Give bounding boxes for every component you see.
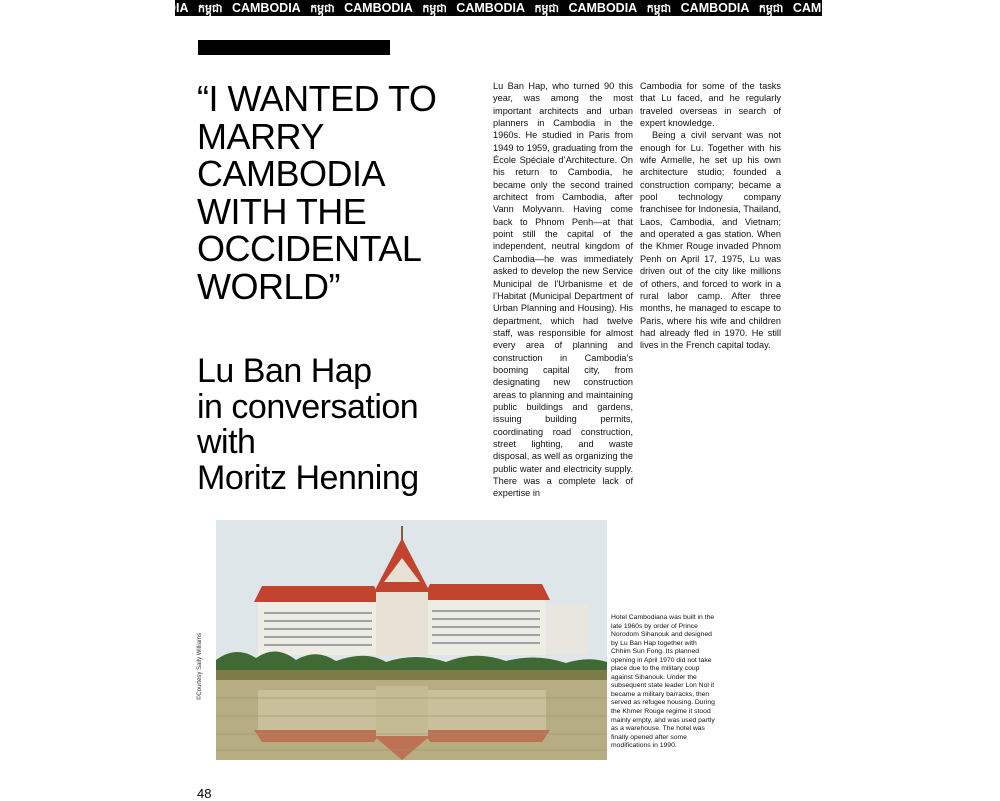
ticker-segment-khmer: កម្ពុជា: [534, 2, 559, 15]
ticker-segment-khmer: កម្ពុជា: [646, 2, 672, 15]
hotel-illustration: [216, 520, 607, 760]
photo-caption: Hotel Cambodiana was built in the late 1960s by order of Prince Norodom Sihanouk and designed by Lu Ban Hap together with Chhim Sun Fong. Its planned opening in April 1970 did not take place due to the military coup against Sihanouk. Under the subsequent state leader Lon Nol it became a military barracks, then served as refugee housing. During the Khmer Rouge regime it stood mainly empty, and was used partly as a warehouse. The hotel was finally opened after some modifications in 1990.: [611, 614, 715, 750]
ticker-segment: CAMBODIA: [456, 1, 526, 15]
ticker-segment-khmer: កម្ពុជា: [198, 2, 223, 15]
body-paragraph: Being a civil servant was not enough for Lu. Together with his wife Armelle, he set up his own architecture studio; founded a construction company; became a pool technology company franchisee for Indonesia, Thailand, Laos, Cambodia, and Vietnam; and operated a gas station. When the Khmer Rouge invaded Phnom Penh on April 17, 1975, Lu was driven out of the city like millions of others, and forced to work in a rural labor camp. After three months, he managed to escape to Paris, where his wife and children had already fled in 1970. He still lives in the French capital today.: [640, 130, 781, 351]
ticker-segment-khmer: កម្ពុជា: [422, 2, 447, 15]
hotel-cambodiana-photo: [216, 520, 607, 760]
byline-line: with: [197, 423, 256, 461]
byline-line: Lu Ban Hap: [197, 352, 372, 390]
ticker-segment: CAMBODIA: [231, 1, 301, 15]
ticker-segment: CAMBODIA: [568, 1, 638, 15]
byline: [197, 354, 467, 496]
body-column-1: [493, 80, 633, 500]
section-ticker: [167, 0, 822, 16]
body-column-2: [640, 80, 781, 352]
byline-line: in conversation: [197, 387, 419, 426]
body-paragraph: Lu Ban Hap, who turned 90 this year, was among the most important architects and urban planners in Cambodia in the 1960s. He studied in Paris from 1949 to 1959, graduating from the École Spéciale d’Architecture. On his return to Cambodia, he became only the second trained architect from Cambodia, after Vann Molyvann. Having come back to Phnom Penh—at that point still the capital of the independent, neutral kingdom of Cambodia—he was immediately asked to develop the new Service Municipal de l’Urbanisme et de l’Habitat (Municipal Department of Urban Planning and Housing). His department, which had twelve staff, was responsible for almost every area of planning and construction in Cambodia’s booming capital city, from designating new construction areas to planning and maintaining public buildings and gardens, issuing building permits, coordinating road construction, street lighting, and waste disposal, as well as organizing the public water and electricity supply. There was a complete lack of expertise in: [493, 81, 633, 499]
ticker-segment-khmer: កម្ពុជា: [758, 2, 784, 15]
header-bar: [198, 40, 390, 55]
ticker-segment-khmer: កម្ពុជា: [310, 2, 335, 15]
ticker-segment: CAMBODIA: [344, 1, 413, 15]
headline-quote: “I WANTED TO MARRY CAMBODIA WITH THE OCCIDENTAL WORLD”: [197, 78, 437, 307]
ticker-segment: CAMBODIA: [680, 1, 750, 15]
byline-line: Moritz Henning: [197, 458, 419, 497]
ticker-segment: DIA: [167, 1, 189, 15]
page-number: 48: [197, 786, 212, 801]
ticker-track: [167, 0, 821, 17]
body-paragraph: Cambodia for some of the tasks that Lu faced, and he regularly traveled overseas in search of expert knowledge.: [640, 81, 781, 129]
photo-credit: ©Courtesy Sally Williams: [197, 632, 203, 700]
ticker-segment: CAM: [792, 1, 822, 15]
